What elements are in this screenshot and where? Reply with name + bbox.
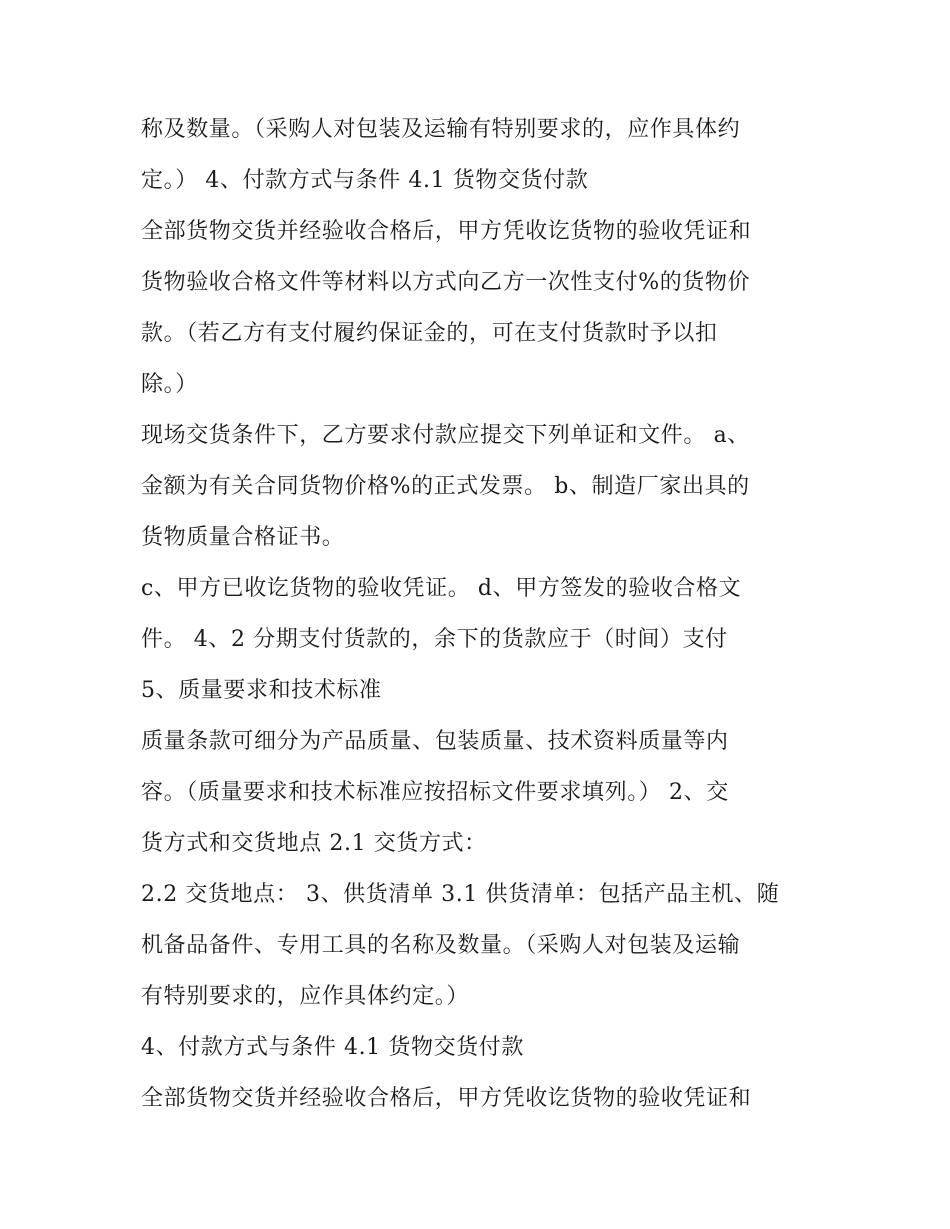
text-line: 货方式和交货地点 2.1 交货方式： (141, 831, 487, 856)
text-line: 货物验收合格文件等材料以方式向乙方一次性支付%的货物价 (141, 270, 751, 295)
text-line: 货物质量合格证书。 (141, 525, 345, 550)
text-line: 全部货物交货并经验收合格后，甲方凭收讫货物的验收凭证和 (141, 1086, 752, 1111)
text-line: 款。（若乙方有支付履约保证金的，可在支付货款时予以扣 (141, 321, 718, 346)
text-line: 5、质量要求和技术标准 (141, 678, 382, 703)
text-line: 机备品备件、专用工具的名称及数量。（采购人对包装及运输 (141, 933, 741, 958)
text-line: 全部货物交货并经验收合格后，甲方凭收讫货物的验收凭证和 (141, 219, 752, 244)
text-line: 质量条款可细分为产品质量、包装质量、技术资料质量等内 (141, 729, 729, 754)
text-line: 有特别要求的，应作具体约定。） (141, 984, 470, 1009)
text-line: 件。 4、2 分期支付货款的，余下的货款应于（时间）支付 (141, 627, 728, 652)
text-line: 定。） 4、付款方式与条件 4.1 货物交货付款 (141, 168, 589, 193)
text-line: 2.2 交货地点： 3、供货清单 3.1 供货清单：包括产品主机、随 (141, 882, 780, 907)
text-line: 4、付款方式与条件 4.1 货物交货付款 (141, 1035, 524, 1060)
text-line: 金额为有关合同货物价格%的正式发票。 b、制造厂家出具的 (141, 474, 750, 499)
text-line: 除。） (141, 372, 198, 397)
text-line: c、甲方已收讫货物的验收凭证。 d、甲方签发的验收合格文 (141, 576, 742, 601)
text-line: 容。（质量要求和技术标准应按招标文件要求填列。） 2、交 (141, 780, 729, 805)
text-line: 现场交货条件下，乙方要求付款应提交下列单证和文件。 a、 (141, 423, 750, 448)
text-line: 称及数量。（采购人对包装及运输有特别要求的，应作具体约 (141, 117, 741, 142)
